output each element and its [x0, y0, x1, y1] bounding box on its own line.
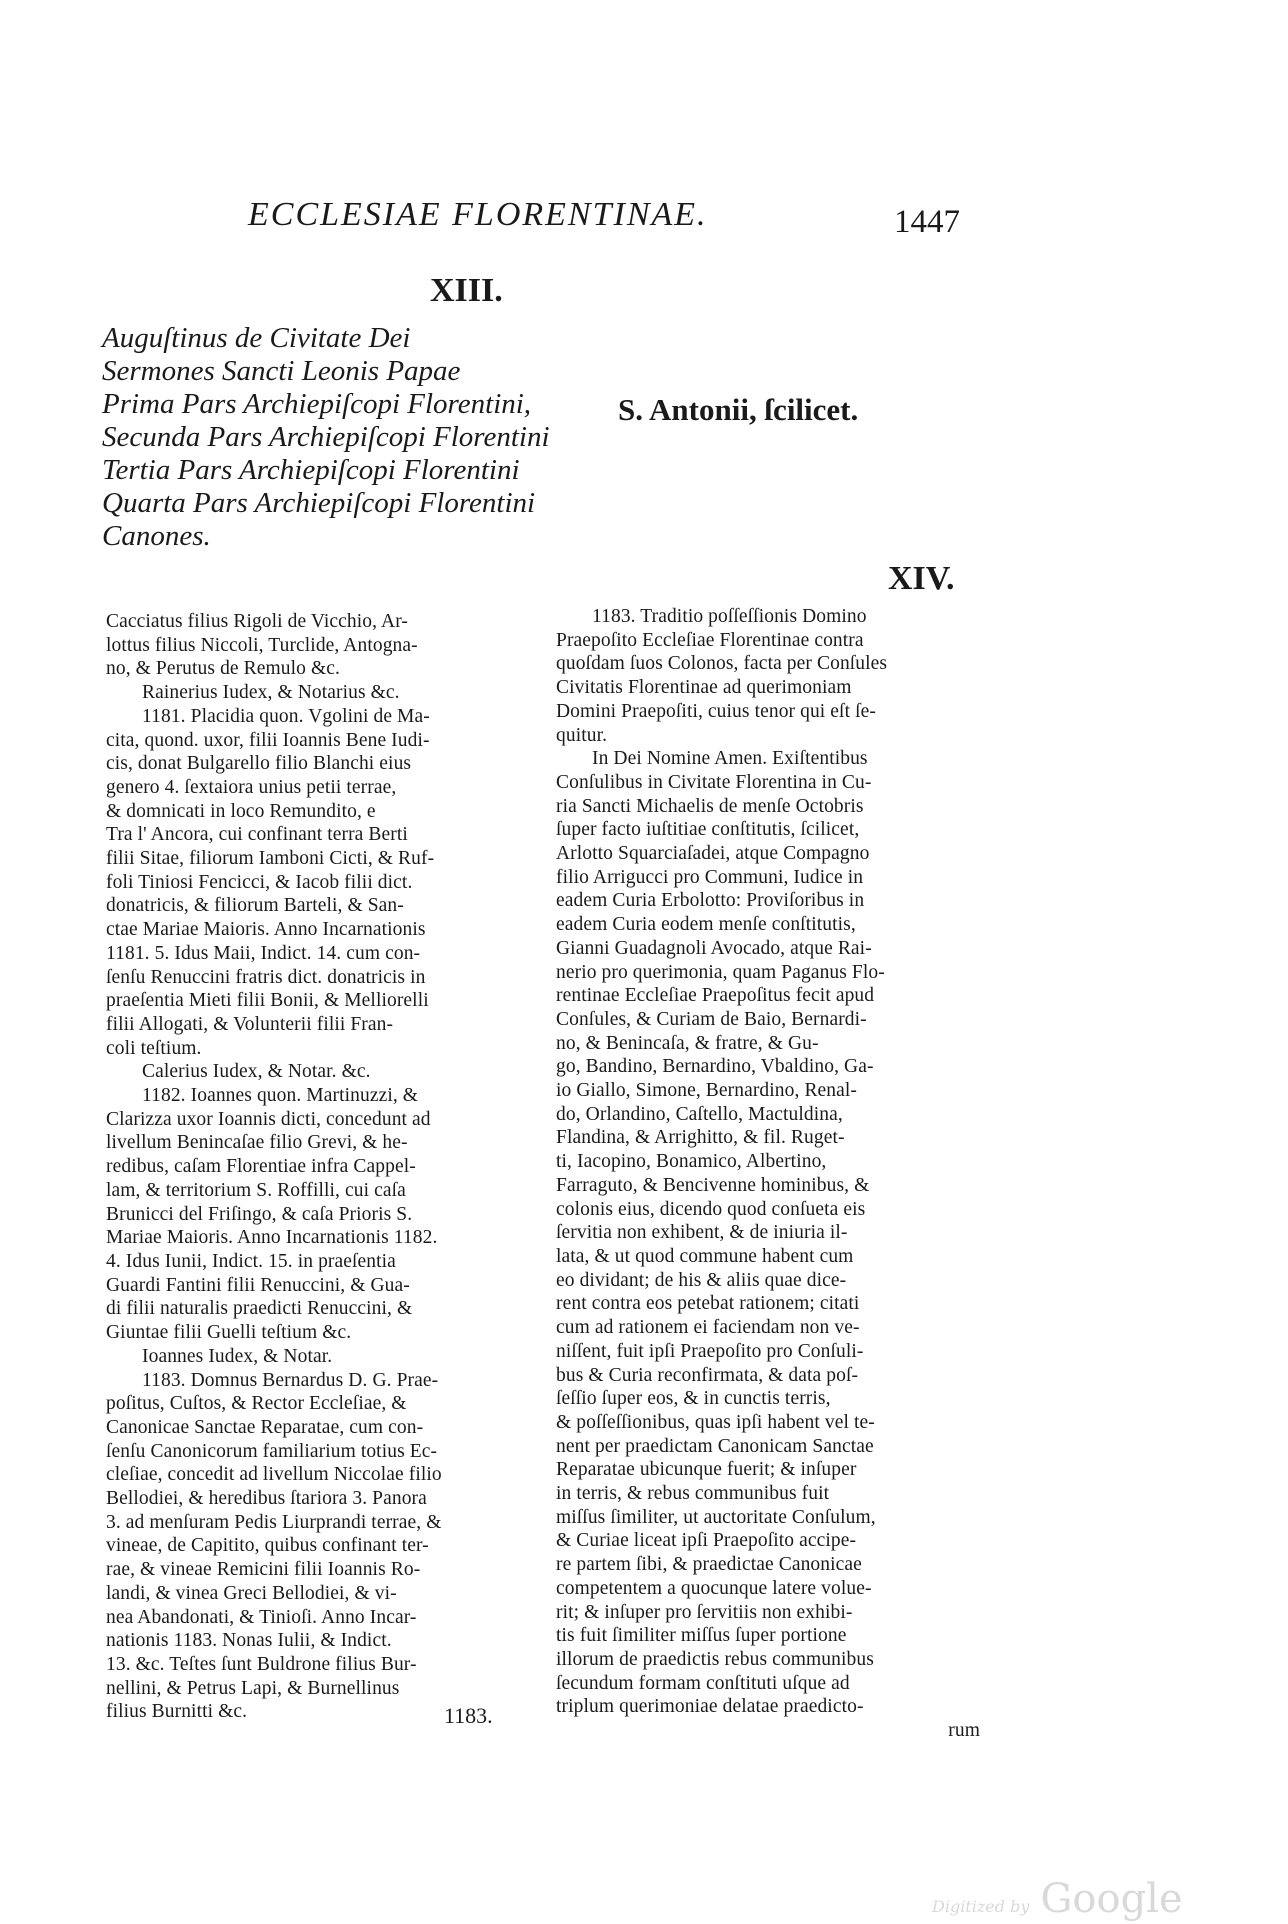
text-line: landi, & vinea Greci Bellodiei, & vi- [106, 1582, 397, 1604]
text-line: Mariae Maioris. Anno Incarnationis 1182. [106, 1227, 438, 1249]
text-line: nellini, & Petrus Lapi, & Burnellinus [106, 1677, 400, 1699]
text-line: triplum querimoniae delatae praedicto- [556, 1696, 864, 1718]
text-line: Domini Praepoſiti, cuius tenor qui eſt ſe- [556, 700, 876, 722]
text-line: ctae Mariae Maioris. Anno Incarnationis [106, 919, 426, 941]
text-line: Clarizza uxor Ioannis dicti, concedunt ad [106, 1108, 431, 1130]
text-line: cis, donat Bulgarello filio Blanchi eius [106, 753, 412, 775]
text-line: di filii naturalis praedicti Renuccini, & [106, 1298, 413, 1320]
text-line: nea Abandonati, & Tinioſi. Anno Incar- [106, 1606, 417, 1628]
text-line: & Curiae liceat ipſi Praepoſito accipe- [556, 1530, 857, 1552]
text-line: 4. Idus Iunii, Indict. 15. in praeſentia [106, 1250, 396, 1272]
text-line: genero 4. ſextaiora unius petii terrae, [106, 776, 397, 798]
text-line: lottus filius Niccoli, Turclide, Antogna- [106, 634, 418, 656]
page-number: 1447 [894, 204, 960, 240]
codex-item: Sermones Sancti Leonis Papae [102, 355, 461, 387]
text-line: illorum de praedictis rebus communibus [556, 1648, 874, 1670]
section-heading-xiii: XIII. [430, 272, 503, 309]
text-line: filii Sitae, filiorum Iamboni Cicti, & Ruf- [106, 848, 435, 870]
text-line: lata, & ut quod commune habent cum [556, 1245, 854, 1267]
text-line: Rainerius Iudex, & Notarius &c. [142, 682, 400, 704]
text-line: Conſulibus in Civitate Florentina in Cu- [556, 771, 872, 793]
text-line: miſſus ſimiliter, ut auctoritate Conſulum, [556, 1506, 876, 1528]
catchword: 1183. [444, 1703, 493, 1728]
google-logo: Google [1040, 1876, 1183, 1922]
text-line: nationis 1183. Nonas Iulii, & Indict. [106, 1630, 392, 1652]
text-line: poſitus, Cuſtos, & Rector Eccleſiae, & [106, 1393, 407, 1415]
left-text-column [106, 610, 532, 1724]
text-line: redibus, caſam Florentiae infra Cappel- [106, 1156, 416, 1178]
text-line: lam, & territorium S. Roffilli, cui caſa [106, 1179, 406, 1201]
text-line: eo dividant; de his & aliis quae dice- [556, 1269, 847, 1291]
text-line: ſenſu Canonicorum familiarium totius Ec- [106, 1440, 438, 1462]
text-line: do, Orlandino, Caſtello, Mactuldina, [556, 1103, 843, 1125]
text-line: & poſſeſſionibus, quas ipſi habent vel te- [556, 1411, 875, 1433]
text-line: filii Allogati, & Volunterii filii Fran- [106, 1013, 394, 1035]
watermark-caption: Digitized by [932, 1897, 1030, 1916]
text-line: re partem ſibi, & praedictae Canonicae [556, 1554, 862, 1576]
text-line: praeſentia Mieti filii Bonii, & Melliorelli [106, 990, 429, 1012]
text-line: no, & Perutus de Remulo &c. [106, 658, 340, 680]
right-text-column [556, 605, 988, 1743]
codex-item: Canones. [102, 520, 211, 552]
codex-list [102, 322, 612, 553]
text-line: filius Burnitti &c. [106, 1701, 248, 1723]
text-line: eadem Curia Erbolotto: Proviſoribus in [556, 890, 865, 912]
text-line: coli teſtium. [106, 1037, 202, 1059]
text-line: Praepoſito Eccleſiae Florentinae contra [556, 629, 864, 651]
text-line: no, & Benincaſa, & fratre, & Gu- [556, 1032, 819, 1054]
text-line: ſuper facto iuſtitiae conſtitutis, ſcilicet, [556, 819, 860, 841]
text-line: tis fuit ſimiliter miſſus ſuper portione [556, 1625, 847, 1647]
codex-item: Quarta Pars Archiepiſcopi Florentini [102, 487, 536, 519]
text-line: 3. ad menſuram Pedis Liurprandi terrae, & [106, 1511, 442, 1533]
text-line: 1183. Traditio poſſeſſionis Domino [592, 606, 867, 627]
text-line: 13. &c. Teſtes ſunt Buldrone filius Bur- [106, 1653, 417, 1675]
text-line: 1183. Domnus Bernardus D. G. Prae- [142, 1369, 439, 1391]
text-line: Calerius Iudex, & Notar. &c. [142, 1061, 371, 1083]
section-heading-xiv: XIV. [888, 560, 955, 597]
text-line: foli Tiniosi Fencicci, & Iacob filii dict. [106, 871, 413, 893]
codex-item: Prima Pars Archiepiſcopi Florentini, [102, 388, 532, 420]
text-line: rum [948, 1720, 980, 1742]
text-line: rent contra eos petebat rationem; citati [556, 1293, 860, 1315]
text-line: livellum Benincaſae filio Grevi, & he- [106, 1132, 408, 1154]
codex-attribution-note: S. Antonii, ſcilicet. [618, 392, 859, 427]
text-line: Gianni Guadagnoli Avocado, atque Rai- [556, 937, 872, 959]
text-line: ria Sancti Michaelis de menſe Octobris [556, 795, 864, 817]
text-line: rentinae Eccleſiae Praepoſitus fecit apud [556, 985, 875, 1007]
text-line: Guardi Fantini filii Renuccini, & Gua- [106, 1274, 410, 1296]
text-line: go, Bandino, Bernardino, Vbaldino, Ga- [556, 1056, 874, 1078]
text-line: vineae, de Capitito, quibus confinant ter- [106, 1535, 429, 1557]
text-line: Giuntae filii Guelli teſtium &c. [106, 1322, 352, 1344]
text-line: Brunicci del Friſingo, & caſa Prioris S. [106, 1203, 413, 1225]
text-line: Farraguto, & Bencivenne hominibus, & [556, 1174, 870, 1196]
text-line: nerio pro querimonia, quam Paganus Flo- [556, 961, 885, 983]
text-line: ti, Iacopino, Bonamico, Albertino, [556, 1151, 827, 1173]
text-line: & domnicati in loco Remundito, e [106, 800, 376, 822]
text-line: nent per praedictam Canonicam Sanctae [556, 1435, 874, 1457]
text-line: Cacciatus filius Rigoli de Vicchio, Ar- [106, 611, 409, 632]
text-line: cleſiae, concedit ad livellum Niccolae filio [106, 1464, 442, 1486]
running-head: ECCLESIAE FLORENTINAE. [248, 196, 708, 233]
text-line: Reparatae ubicunque fuerit; & inſuper [556, 1459, 857, 1481]
text-line: In Dei Nomine Amen. Exiſtentibus [592, 748, 868, 770]
text-line: colonis eius, dicendo quod conſueta eis [556, 1198, 866, 1220]
text-line: 1182. Ioannes quon. Martinuzzi, & [142, 1085, 419, 1107]
text-line: ſervitia non exhibent, & de iniuria il- [556, 1222, 848, 1244]
codex-item: Secunda Pars Archiepiſcopi Florentini [102, 421, 550, 453]
codex-item: Tertia Pars Archiepiſcopi Florentini [102, 454, 520, 486]
text-line: Ioannes Iudex, & Notar. [142, 1345, 333, 1367]
text-line: ſecundum formam conſtituti uſque ad [556, 1672, 850, 1694]
text-line: donatricis, & filiorum Barteli, & San- [106, 895, 404, 917]
text-line: eadem Curia eodem menſe conſtitutis, [556, 914, 856, 936]
codex-item: Auguſtinus de Civitate Dei [102, 322, 411, 354]
text-line: Tra l' Ancora, cui confinant terra Berti [106, 824, 408, 846]
text-line: competentem a quocunque latere volue- [556, 1577, 872, 1599]
text-line: rae, & vineae Remicini filii Ioannis Ro- [106, 1559, 421, 1581]
text-line: Civitatis Florentinae ad querimoniam [556, 677, 852, 699]
text-line: Canonicae Sanctae Reparatae, cum con- [106, 1416, 424, 1438]
text-line: Arlotto Squarciaſadei, atque Compagno [556, 843, 870, 865]
text-line: Bellodiei, & heredibus ſtariora 3. Panora [106, 1488, 427, 1510]
text-line: 1181. 5. Idus Maii, Indict. 14. cum con- [106, 942, 421, 964]
text-line: cum ad rationem ei faciendam non ve- [556, 1317, 860, 1339]
text-line: 1181. Placidia quon. Vgolini de Ma- [142, 705, 430, 727]
text-line: io Giallo, Simone, Bernardino, Renal- [556, 1080, 858, 1102]
text-line: bus & Curia reconfirmata, & data poſ- [556, 1364, 859, 1386]
text-line: ſeſſio ſuper eos, & in cunctis terris, [556, 1388, 831, 1410]
text-line: quitur. [556, 724, 608, 746]
text-line: niſſent, fuit ipſi Praepoſito pro Conſuli- [556, 1340, 864, 1362]
text-line: cita, quond. uxor, filii Ioannis Bene Iudi- [106, 729, 430, 751]
text-line: in terris, & rebus communibus fuit [556, 1483, 830, 1505]
text-line: rit; & inſuper pro ſervitiis non exhibi- [556, 1601, 853, 1623]
text-line: quoſdam ſuos Colonos, facta per Conſules [556, 653, 888, 675]
text-line: Conſules, & Curiam de Baio, Bernardi- [556, 1008, 867, 1030]
text-line: ſenſu Renuccini fratris dict. donatricis in [106, 966, 426, 988]
text-line: filio Arrigucci pro Communi, Iudice in [556, 866, 864, 888]
digitization-watermark [932, 1876, 1183, 1922]
text-line: Flandina, & Arrighitto, & fil. Ruget- [556, 1127, 845, 1149]
